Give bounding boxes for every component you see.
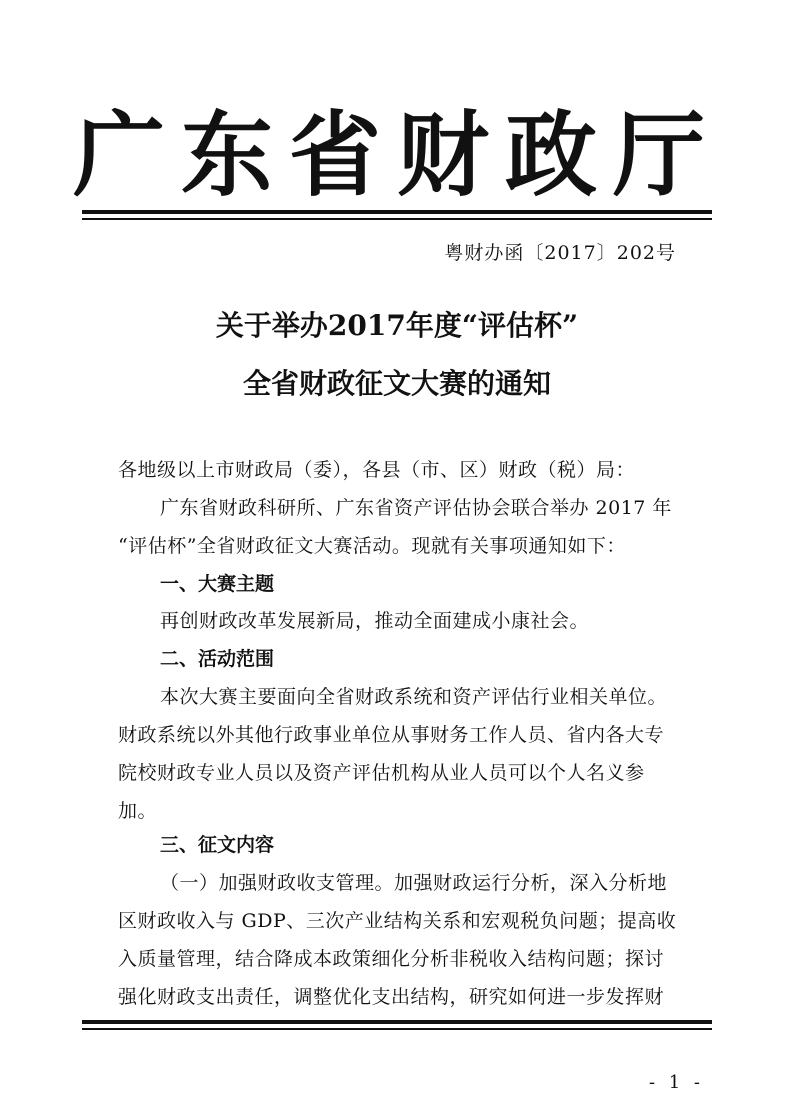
section-2-line-3: 院校财政专业人员以及资产评估机构从业人员可以个人名义参 <box>118 762 645 784</box>
section-3-line-3: 入质量管理，结合降成本政策细化分析非税收入结构问题；探讨 <box>118 948 665 970</box>
notice-title-line-2: 全省财政征文大赛的通知 <box>242 367 551 400</box>
header-rule-thin <box>82 218 712 220</box>
section-3-heading: 三、征文内容 <box>160 834 275 856</box>
notice-title-line-1: 关于举办2017年度“评估杯” <box>215 309 579 342</box>
section-3-line-4: 强化财政支出责任，调整优化支出结构，研究如何进一步发挥财 <box>118 986 665 1008</box>
section-3-line-2: 区财政收入与 GDP、三次产业结构关系和宏观税负问题；提高收 <box>118 910 677 932</box>
footer-rule-thick <box>82 1020 712 1024</box>
page-number: - 1 - <box>648 1072 704 1093</box>
issuer-title: 广东省财政厅 <box>72 101 721 209</box>
section-1-text: 再创财政改革发展新局，推动全面建成小康社会。 <box>160 610 590 632</box>
document-number: 粤财办函〔2017〕202号 <box>444 242 676 264</box>
header-rule-thick <box>82 210 712 214</box>
section-2-line-1: 本次大赛主要面向全省财政系统和资产评估行业相关单位。 <box>160 686 668 708</box>
section-2-heading: 二、活动范围 <box>160 648 275 670</box>
paragraph-intro-line-2: “评估杯”全省财政征文大赛活动。现就有关事项通知如下： <box>118 535 626 557</box>
salutation: 各地级以上市财政局（委），各县（市、区）财政（税）局： <box>118 459 636 481</box>
footer-rule-thin <box>82 1028 712 1030</box>
section-2-line-2: 财政系统以外其他行政事业单位从事财务工作人员、省内各大专 <box>118 724 665 746</box>
section-3-line-1: （一）加强财政收支管理。加强财政运行分析，深入分析地 <box>160 872 668 894</box>
paragraph-intro-line-1: 广东省财政科研所、广东省资产评估协会联合举办 2017 年 <box>160 497 672 519</box>
section-1-heading: 一、大赛主题 <box>160 573 275 595</box>
section-2-line-4: 加。 <box>118 800 158 822</box>
